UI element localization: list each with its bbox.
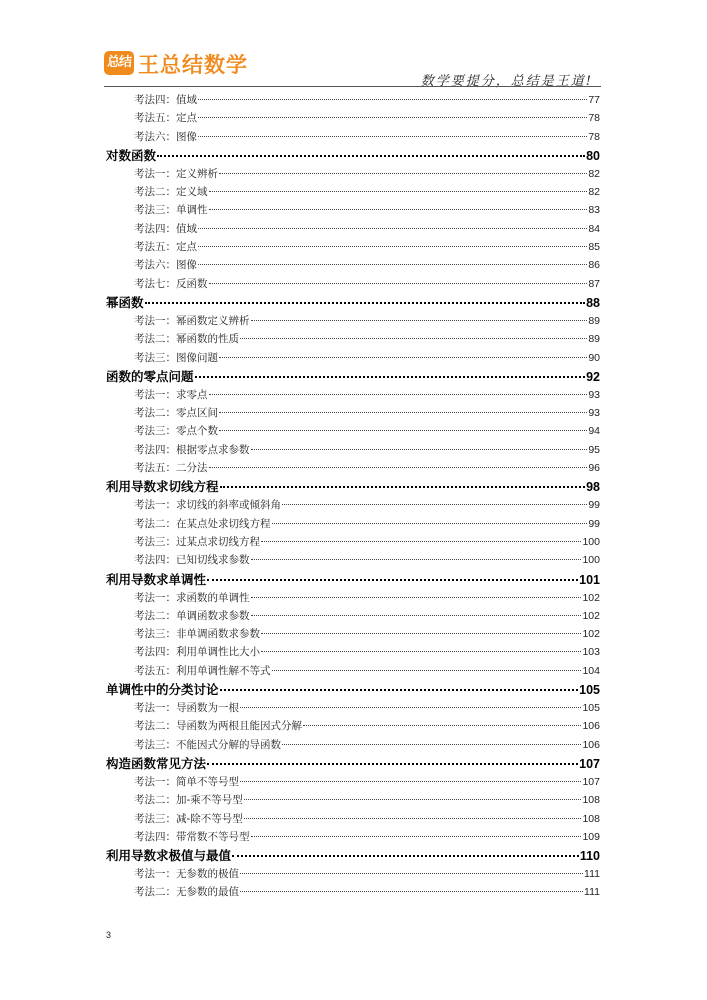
toc-entry-page-number: 107: [579, 756, 600, 771]
toc-dot-leader: [209, 209, 588, 210]
toc-entry-label: 考法二：无参数的最值: [134, 886, 239, 899]
toc-entry-page-number: 108: [582, 794, 600, 807]
toc-entry-label: 考法五：定点: [134, 112, 197, 125]
toc-dot-leader: [220, 486, 586, 488]
toc-section-entry[interactable]: [106, 330, 600, 348]
toc-entry-page-number: 89: [588, 333, 600, 346]
toc-section-entry[interactable]: [106, 589, 600, 607]
toc-entry-label: 考法二：在某点处求切线方程: [134, 517, 271, 530]
toc-entry-label: 考法二：导函数为两根且能因式分解: [134, 720, 302, 733]
toc-section-entry[interactable]: [106, 256, 600, 274]
toc-dot-leader: [198, 228, 587, 229]
toc-section-entry[interactable]: [106, 109, 600, 127]
toc-entry-page-number: 95: [588, 443, 600, 456]
toc-entry-label: 利用导数求切线方程: [106, 479, 219, 495]
toc-entry-label: 考法一：定义辨析: [134, 167, 218, 180]
toc-entry-page-number: 92: [586, 369, 600, 384]
toc-section-entry[interactable]: [106, 91, 600, 109]
toc-entry-page-number: 99: [588, 517, 600, 530]
toc-entry-label: 函数的零点问题: [106, 368, 194, 384]
toc-entry-page-number: 111: [584, 886, 600, 899]
toc-entry-label: 单调性中的分类讨论: [106, 682, 219, 698]
toc-dot-leader: [251, 615, 582, 616]
toc-section-entry[interactable]: [106, 165, 600, 183]
toc-entry-page-number: 90: [588, 351, 600, 364]
toc-dot-leader: [198, 117, 587, 118]
toc-section-entry[interactable]: [106, 312, 600, 330]
toc-dot-leader: [195, 376, 586, 378]
toc-entry-page-number: 84: [588, 222, 600, 235]
toc-section-entry[interactable]: [106, 183, 600, 201]
toc-section-entry[interactable]: [106, 496, 600, 514]
toc-entry-label: 考法二：加-乘不等号型: [134, 794, 243, 807]
toc-entry-page-number: 83: [588, 204, 600, 217]
toc-entry-page-number: 80: [586, 148, 600, 163]
toc-entry-label: 考法五：定点: [134, 241, 197, 254]
toc-entry-label: 考法三：减-除不等号型: [134, 812, 243, 825]
toc-dot-leader: [209, 191, 588, 192]
toc-entry-page-number: 103: [582, 646, 600, 659]
toc-entry-page-number: 98: [586, 480, 600, 495]
toc-section-entry[interactable]: [106, 349, 600, 367]
toc-section-entry[interactable]: [106, 607, 600, 625]
toc-entry-page-number: 111: [584, 868, 600, 881]
toc-entry-label: 利用导数求极值与最值: [106, 848, 232, 864]
toc-dot-leader: [272, 523, 588, 524]
toc-entry-label: 考法七：反函数: [134, 277, 208, 290]
toc-section-entry[interactable]: [106, 791, 600, 809]
toc-section-entry[interactable]: [106, 220, 600, 238]
toc-dot-leader: [198, 246, 587, 247]
toc-chapter-entry[interactable]: [106, 570, 600, 589]
toc-entry-page-number: 102: [582, 609, 600, 622]
toc-dot-leader: [261, 651, 581, 652]
toc-entry-label: 考法四：值域: [134, 222, 197, 235]
toc-dot-leader: [240, 891, 583, 892]
toc-entry-page-number: 96: [588, 462, 600, 475]
toc-entry-label: 考法五：二分法: [134, 462, 208, 475]
toc-section-entry[interactable]: [106, 459, 600, 477]
toc-section-entry[interactable]: [106, 662, 600, 680]
toc-dot-leader: [251, 836, 582, 837]
toc-dot-leader: [145, 302, 586, 304]
toc-entry-label: 考法一：幂函数定义辨析: [134, 314, 250, 327]
toc-dot-leader: [261, 633, 581, 634]
logo-text: 王总结数学: [138, 53, 248, 77]
toc-dot-leader: [198, 264, 587, 265]
toc-entry-page-number: 102: [582, 628, 600, 641]
toc-section-entry[interactable]: [106, 404, 600, 422]
toc-section-entry[interactable]: [106, 551, 600, 569]
toc-chapter-entry[interactable]: [106, 477, 600, 496]
toc-dot-leader: [207, 579, 578, 581]
toc-dot-leader: [198, 136, 587, 137]
toc-dot-leader: [251, 449, 588, 450]
toc-entry-label: 考法二：零点区间: [134, 407, 218, 420]
toc-entry-label: 考法四：根据零点求参数: [134, 443, 250, 456]
toc-entry-label: 考法三：零点个数: [134, 425, 218, 438]
toc-dot-leader: [219, 430, 587, 431]
toc-entry-page-number: 100: [582, 554, 600, 567]
toc-entry-page-number: 109: [582, 830, 600, 843]
toc-entry-label: 考法五：利用单调性解不等式: [134, 664, 271, 677]
toc-entry-page-number: 105: [582, 702, 600, 715]
toc-entry-label: 考法一：求函数的单调性: [134, 591, 250, 604]
toc-section-entry[interactable]: [106, 625, 600, 643]
toc-entry-label: 考法三：图像问题: [134, 351, 218, 364]
toc-entry-page-number: 102: [582, 591, 600, 604]
toc-chapter-entry[interactable]: [106, 680, 600, 699]
toc-entry-label: 考法二：单调函数求参数: [134, 609, 250, 622]
toc-entry-label: 考法三：不能因式分解的导函数: [134, 738, 281, 751]
toc-section-entry[interactable]: [106, 238, 600, 256]
toc-entry-page-number: 110: [579, 849, 600, 864]
toc-dot-leader: [220, 689, 579, 691]
header-slogan: 数学要提分，总结是王道!: [420, 74, 593, 89]
toc-dot-leader: [209, 467, 588, 468]
toc-entry-page-number: 86: [588, 259, 600, 272]
toc-section-entry[interactable]: [106, 736, 600, 754]
toc-entry-page-number: 99: [588, 499, 600, 512]
toc-dot-leader: [240, 873, 583, 874]
toc-chapter-entry[interactable]: [106, 293, 600, 312]
toc-entry-label: 考法六：图像: [134, 259, 197, 272]
toc-entry-page-number: 108: [582, 812, 600, 825]
toc-chapter-entry[interactable]: [106, 367, 600, 386]
toc-dot-leader: [240, 781, 581, 782]
toc-dot-leader: [240, 707, 581, 708]
toc-section-entry[interactable]: [106, 515, 600, 533]
toc-entry-label: 考法四：利用单调性比大小: [134, 646, 260, 659]
toc-dot-leader: [261, 541, 581, 542]
toc-entry-label: 考法一：导函数为一根: [134, 702, 239, 715]
toc-chapter-entry[interactable]: [106, 754, 600, 773]
toc-dot-leader: [272, 670, 582, 671]
toc-entry-label: 幂函数: [106, 294, 144, 310]
toc-section-entry[interactable]: [106, 810, 600, 828]
toc-entry-label: 考法一：简单不等号型: [134, 775, 239, 788]
toc-section-entry[interactable]: [106, 865, 600, 883]
toc-entry-label: 考法一：求零点: [134, 388, 208, 401]
toc-entry-label: 考法三：非单调函数求参数: [134, 628, 260, 641]
toc-section-entry[interactable]: [106, 643, 600, 661]
toc-section-entry[interactable]: [106, 386, 600, 404]
toc-dot-leader: [219, 357, 587, 358]
toc-dot-leader: [303, 725, 581, 726]
toc-entry-page-number: 85: [588, 241, 600, 254]
toc-entry-label: 考法一：求切线的斜率或倾斜角: [134, 499, 281, 512]
toc-entry-page-number: 106: [582, 720, 600, 733]
toc-entry-label: 考法四：带常数不等号型: [134, 830, 250, 843]
toc-entry-label: 利用导数求单调性: [106, 571, 207, 587]
toc-section-entry[interactable]: [106, 275, 600, 293]
toc-section-entry[interactable]: [106, 201, 600, 219]
toc-dot-leader: [251, 559, 582, 560]
toc-entry-page-number: 100: [582, 535, 600, 548]
toc-entry-label: 对数函数: [106, 147, 157, 163]
toc-dot-leader: [244, 818, 582, 819]
toc-dot-leader: [282, 504, 587, 505]
toc-entry-label: 考法一：无参数的极值: [134, 868, 239, 881]
toc-entry-label: 考法二：幂函数的性质: [134, 333, 239, 346]
toc-dot-leader: [251, 597, 582, 598]
toc-entry-page-number: 77: [588, 94, 600, 106]
toc-entry-page-number: 82: [588, 167, 600, 180]
toc-chapter-entry[interactable]: [106, 846, 600, 865]
toc-entry-page-number: 88: [586, 295, 600, 310]
toc-section-entry[interactable]: [106, 422, 600, 440]
toc-section-entry[interactable]: [106, 773, 600, 791]
toc-entry-label: 考法六：图像: [134, 130, 197, 143]
toc-dot-leader: [219, 412, 587, 413]
page-header: [104, 48, 601, 88]
toc-section-entry[interactable]: [106, 533, 600, 551]
toc-section-entry[interactable]: [106, 699, 600, 717]
toc-entry-page-number: 94: [588, 425, 600, 438]
toc-entry-page-number: 78: [588, 130, 600, 143]
toc-section-entry[interactable]: [106, 883, 600, 901]
toc-entry-page-number: 82: [588, 186, 600, 199]
toc-entry-label: 考法三：过某点求切线方程: [134, 535, 260, 548]
toc-entry-label: 考法四：值域: [134, 94, 197, 106]
toc-dot-leader: [209, 394, 588, 395]
toc-dot-leader: [219, 173, 587, 174]
toc-chapter-entry[interactable]: [106, 146, 600, 165]
toc-entry-page-number: 104: [582, 664, 600, 677]
toc-entry-page-number: 105: [579, 683, 600, 698]
toc-section-entry[interactable]: [106, 441, 600, 459]
toc-section-entry[interactable]: [106, 717, 600, 735]
toc-section-entry[interactable]: [106, 828, 600, 846]
toc-entry-label: 考法三：单调性: [134, 204, 208, 217]
toc-dot-leader: [282, 744, 581, 745]
toc-entry-page-number: 78: [588, 112, 600, 125]
toc-entry-label: 考法二：定义域: [134, 186, 208, 199]
toc-dot-leader: [157, 155, 585, 157]
toc-entry-page-number: 106: [582, 738, 600, 751]
toc-entry-page-number: 107: [582, 775, 600, 788]
toc-dot-leader: [251, 320, 588, 321]
toc-entry-page-number: 93: [588, 407, 600, 420]
toc-dot-leader: [244, 799, 582, 800]
logo-icon: 总结: [104, 51, 134, 75]
toc-entry-page-number: 89: [588, 314, 600, 327]
toc-dot-leader: [240, 338, 587, 339]
page-number: 3: [106, 930, 112, 940]
table-of-contents: [106, 91, 600, 902]
toc-entry-page-number: 93: [588, 388, 600, 401]
header-divider: [104, 86, 601, 87]
toc-dot-leader: [209, 283, 588, 284]
toc-section-entry[interactable]: [106, 128, 600, 146]
toc-dot-leader: [198, 99, 587, 100]
toc-dot-leader: [207, 763, 578, 765]
toc-entry-label: 构造函数常见方法: [106, 755, 207, 771]
toc-entry-label: 考法四：已知切线求参数: [134, 554, 250, 567]
toc-entry-page-number: 87: [588, 277, 600, 290]
toc-entry-page-number: 101: [579, 572, 600, 587]
toc-dot-leader: [232, 855, 579, 857]
